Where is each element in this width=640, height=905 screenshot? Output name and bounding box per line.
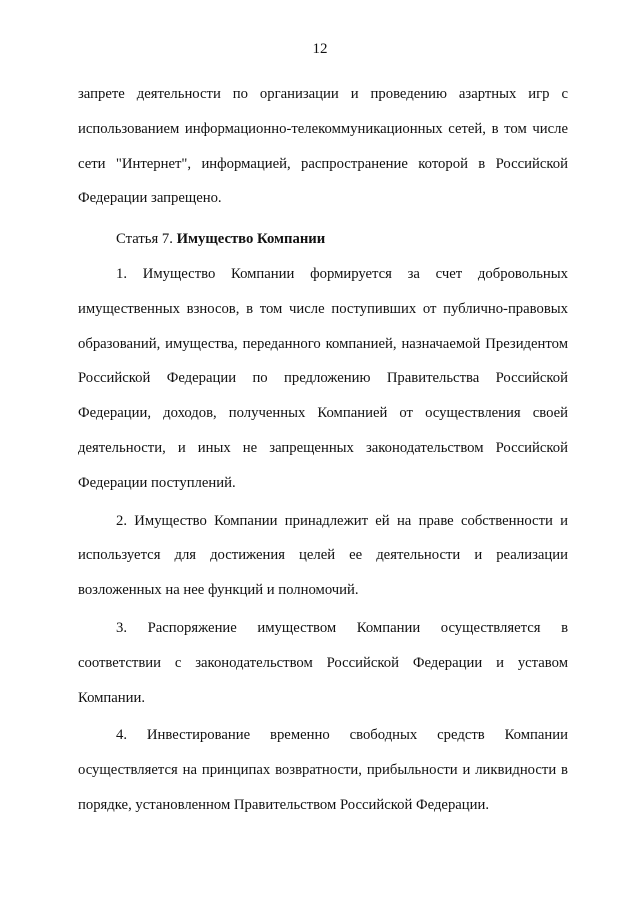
continuation-paragraph: запрете деятельности по организации и проведению азартных игр с использованием информационно-телекоммуникационных сетей, в том числе сети "Интернет", информацией, распространение которой в Российской Федерации запрещено. — [78, 86, 568, 207]
article-heading — [78, 222, 568, 257]
article-title: Имущество Компании — [176, 231, 326, 248]
document-body — [78, 77, 568, 823]
paragraph-1: 1. Имущество Компании формируется за счет добровольных имущественных взносов, в том числе поступивших от публично-правовых образований, имущества, переданного компанией, назначаемой Президентом Российской Федерации по предложению Правительства Российской Федерации, доходов, полученных Компанией от осуществления своей деятельности, и иных не запрещенных законодательством Российской Федерации поступлений. — [78, 265, 568, 491]
article-label: Статья 7. — [116, 231, 173, 248]
paragraph-2: 2. Имущество Компании принадлежит ей на праве собственности и используется для достижения целей ее деятельности и реализации возложенных на нее функций и полномочий. — [78, 512, 568, 599]
paragraph-4: 4. Инвестирование временно свободных средств Компании осуществляется на принципах возвратности, прибыльности и ликвидности в порядке, установленном Правительством Российской Федерации. — [78, 727, 568, 813]
paragraph-3: 3. Распоряжение имуществом Компании осуществляется в соответствии с законодательством Российской Федерации и уставом Компании. — [78, 619, 568, 706]
page-number: 12 — [312, 41, 328, 57]
